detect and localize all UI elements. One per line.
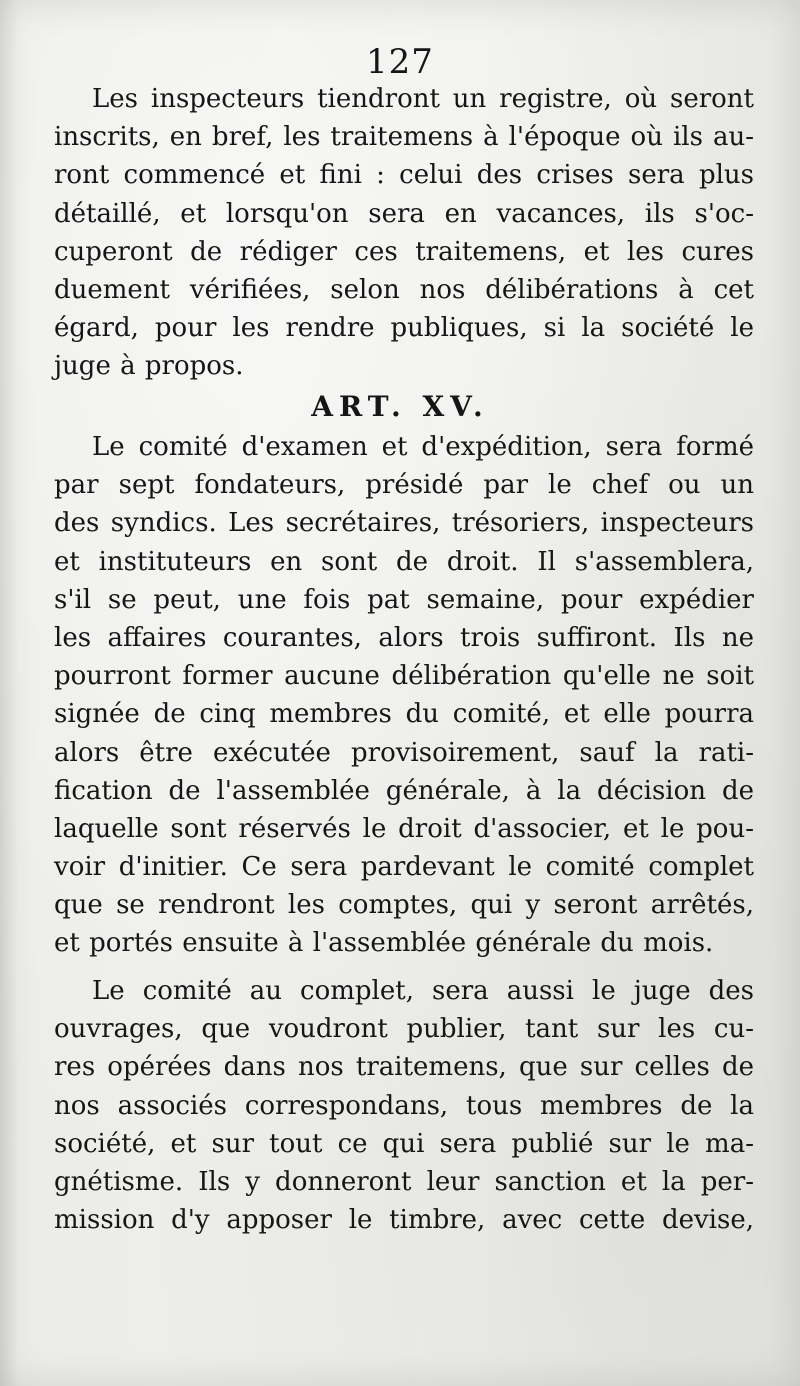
text-line: fication de l'assemblée générale, à la décision de [54,775,754,806]
text-line: res opérées dans nos traitemens, que sur celles de [54,1052,754,1083]
text-line: voir d'initier. Ce sera pardevant le comité complet [54,852,754,883]
text-line: cuperont de rédiger ces traitemens, et les cures [54,236,754,267]
text-line: détaillé, et lorsqu'on sera en vacances, ils s'oc- [54,198,754,229]
page-number: 127 [366,42,434,82]
text-line: que se rendront les comptes, qui y seront arrêtés, [54,890,754,921]
text-line: duement vérifiées, selon nos délibérations à cet [54,274,754,305]
text-line: alors être exécutée provisoirement, sauf la rati- [54,737,754,768]
text-line: inscrits, en bref, les traitemens à l'époque où ils au- [54,122,754,153]
text-line: pourront former aucune délibération qu'elle ne soit [54,661,754,692]
text-line: société, et sur tout ce qui sera publié sur le ma- [54,1128,754,1159]
text-line: et instituteurs en sont de droit. Il s'assemblera, [54,546,754,577]
article-heading: ART. XV. [311,390,489,423]
text-line: gnétisme. Ils y donneront leur sanction et la per- [54,1166,754,1197]
text-line: ront commencé et fini : celui des crises sera plus [54,160,754,191]
text-line: laquelle sont réservés le droit d'associer, et le pou- [54,813,754,844]
paragraph-3 [54,972,754,1239]
text-line: mission d'y apposer le timbre, avec cette devise, [54,1205,754,1236]
text-line: nos associés correspondans, tous membres de la [54,1090,754,1121]
text-line: par sept fondateurs, présidé par le chef ou un [54,470,754,501]
text-line: égard, pour les rendre publiques, si la société le [54,313,754,344]
text-line: juge à propos. [54,351,244,382]
text-line: Les inspecteurs tiendront un registre, où seront [92,84,754,114]
text-line: s'il se peut, une fois pat semaine, pour expédier [54,584,754,615]
text-line: et portés ensuite à l'assemblée générale du mois. [54,928,714,959]
text-line: signée de cinq membres du comité, et elle pourra [54,699,754,730]
text-line: les affaires courantes, alors trois suffiront. Ils ne [54,622,754,653]
text-line: Le comité au complet, sera aussi le juge des [92,976,754,1006]
text-line: des syndics. Les secrétaires, trésoriers, inspecteurs [54,508,754,539]
paragraph-2 [54,428,754,963]
text-line: ouvrages, que voudront publier, tant sur les cu- [54,1014,754,1045]
text-line: Le comité d'examen et d'expédition, sera formé [92,432,754,462]
paragraph-1 [54,80,754,386]
